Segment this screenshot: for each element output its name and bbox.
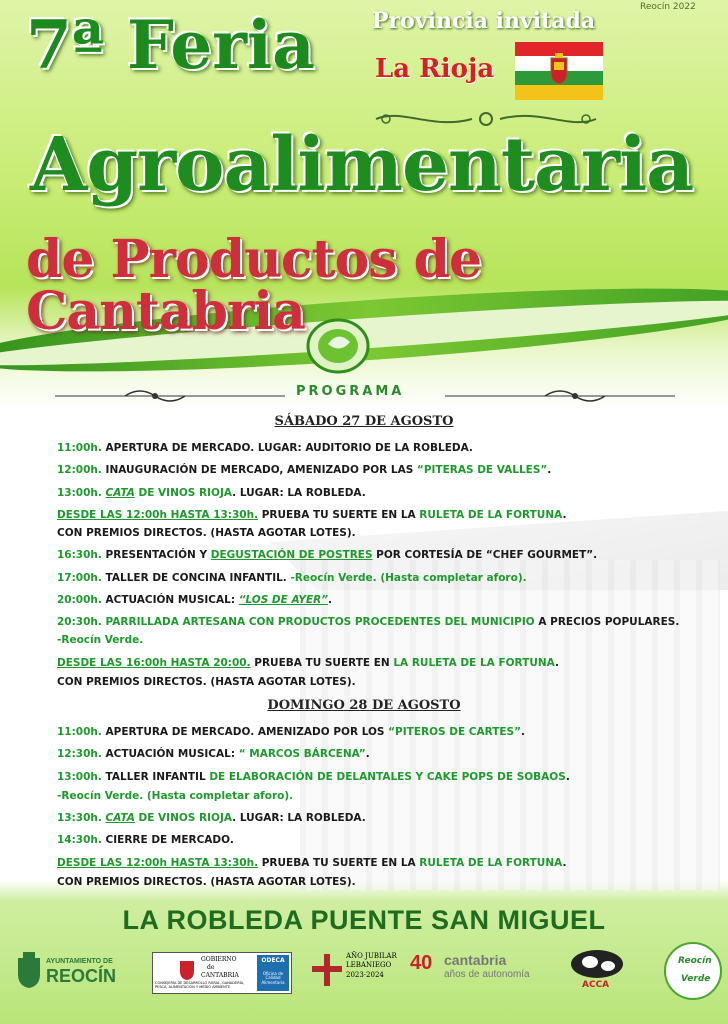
- logo-acca: [560, 944, 634, 994]
- logo-ano-jubilar: [312, 950, 404, 994]
- guest-province-label: Provincia invitada: [372, 8, 596, 34]
- list-item: 20:30h. PARRILLADA ARTESANA CON PRODUCTOS PROCEDENTES DEL MUNICIPIO A PRECIOS POPULARES.: [57, 616, 680, 628]
- cantabria-sub: años de autonomía: [444, 969, 530, 980]
- title-number: 7ª Feria: [26, 6, 315, 84]
- list-item: 13:00h. CATA DE VINOS RIOJA. LUGAR: LA ROBLEDA.: [57, 487, 366, 499]
- list-item: 11:00h. APERTURA DE MERCADO. AMENIZADO POR LOS “PITEROS DE CARTES”.: [57, 726, 526, 738]
- list-item: 12:00h. INAUGURACIÓN DE MERCADO, AMENIZADO POR LAS “PITERAS DE VALLES”.: [57, 464, 552, 476]
- odeca-label: ODECA: [261, 957, 285, 964]
- list-item: 13:00h. TALLER INFANTIL DE ELABORACIÓN DE DELANTALES Y CAKE POPS DE SOBAOS.: [57, 771, 570, 783]
- list-item: 11:00h. APERTURA DE MERCADO. LUGAR: AUDITORIO DE LA ROBLEDA.: [57, 442, 473, 454]
- title-main: Agroalimentaria: [30, 122, 694, 208]
- list-item: -Reocín Verde. (Hasta completar aforo).: [57, 790, 294, 802]
- cantabria-word: cantabria: [444, 952, 507, 968]
- logo-ayuntamiento-reocin: [16, 946, 134, 994]
- list-item: CON PREMIOS DIRECTOS. (HASTA AGOTAR LOTES).: [57, 676, 356, 688]
- list-item: DESDE LAS 16:00h HASTA 20:00. PRUEBA TU SUERTE EN LA RULETA DE LA FORTUNA.: [57, 657, 559, 669]
- sunday-heading: DOMINGO 28 DE AGOSTO: [267, 698, 461, 713]
- list-item: -Reocín Verde.: [57, 634, 144, 646]
- la-rioja-flag-icon: [515, 42, 603, 100]
- jubilar-line2: LEBANIEGO: [346, 961, 392, 969]
- odeca-badge: [257, 955, 289, 991]
- logo-gobierno-cantabria: [152, 952, 292, 994]
- ayto-line2: REOCÍN: [46, 966, 117, 986]
- list-item: CON PREMIOS DIRECTOS. (HASTA AGOTAR LOTES).: [57, 527, 356, 539]
- cross-icon: [312, 954, 342, 986]
- gob-desc: CONSEJERÍA DE DESARROLLO RURAL, GANADERÍA, PESCA, ALIMENTACIÓN Y MEDIO AMBIENTE: [155, 981, 245, 989]
- reocin-verde-line1: Reocín: [678, 956, 712, 966]
- gob-line1: GOBIERNO: [201, 956, 237, 963]
- list-item: DESDE LAS 12:00h HASTA 13:30h. PRUEBA TU SUERTE EN LA RULETA DE LA FORTUNA.: [57, 857, 567, 869]
- logo-cantabria-40: [410, 952, 540, 988]
- venue-title: LA ROBLEDA PUENTE SAN MIGUEL: [122, 905, 606, 935]
- title-subtitle: de Productos de Cantabria: [26, 229, 482, 342]
- jubilar-years: 2023·2024: [346, 971, 384, 979]
- list-item: 14:30h. CIERRE DE MERCADO.: [57, 834, 234, 846]
- building-illustration: [300, 560, 720, 890]
- cow-icon: [568, 944, 626, 980]
- reocin-verde-line2: Verde: [681, 974, 711, 984]
- odeca-sub: Oficina de Calidad Alimentaria: [261, 971, 285, 985]
- shield-icon: [179, 959, 195, 981]
- acca-label: ACCA: [582, 980, 610, 990]
- list-item: 13:30h. CATA DE VINOS RIOJA. LUGAR: LA ROBLEDA.: [57, 812, 366, 824]
- list-item: 17:00h. TALLER DE CONCINA INFANTIL. -Reocín Verde. (Hasta completar aforo).: [57, 572, 527, 584]
- list-item: CON PREMIOS DIRECTOS. (HASTA AGOTAR LOTES).: [57, 876, 356, 888]
- logo-reocin-verde: [664, 942, 722, 1000]
- fair-emblem-icon: [306, 318, 370, 374]
- coat-of-arms-icon: [16, 950, 42, 990]
- list-item: 16:30h. PRESENTACIÓN Y DEGUSTACIÓN DE POSTRES POR CORTESÍA DE “CHEF GOURMET”.: [57, 549, 598, 561]
- list-item: 20:00h. ACTUACIÓN MUSICAL: “LOS DE AYER”.: [57, 594, 332, 606]
- ayto-line1: AYUNTAMIENTO DE: [46, 958, 113, 965]
- sponsor-logos: [0, 938, 728, 1024]
- guest-province-name: La Rioja: [375, 54, 495, 84]
- gob-line3: CANTABRIA: [201, 972, 239, 979]
- gob-line2: de: [207, 964, 215, 971]
- saturday-heading: SÁBADO 27 DE AGOSTO: [274, 414, 454, 429]
- cantabria-40-number: 40: [410, 952, 433, 974]
- programa-heading: PROGRAMA: [296, 384, 405, 399]
- edition-tag: Reocín 2022: [640, 2, 696, 12]
- list-item: 12:30h. ACTUACIÓN MUSICAL: “ MARCOS BÁRCENA”.: [57, 748, 370, 760]
- list-item: DESDE LAS 12:00h HASTA 13:30h. PRUEBA TU SUERTE EN LA RULETA DE LA FORTUNA.: [57, 509, 567, 521]
- jubilar-line1: AÑO JUBILAR: [346, 952, 397, 960]
